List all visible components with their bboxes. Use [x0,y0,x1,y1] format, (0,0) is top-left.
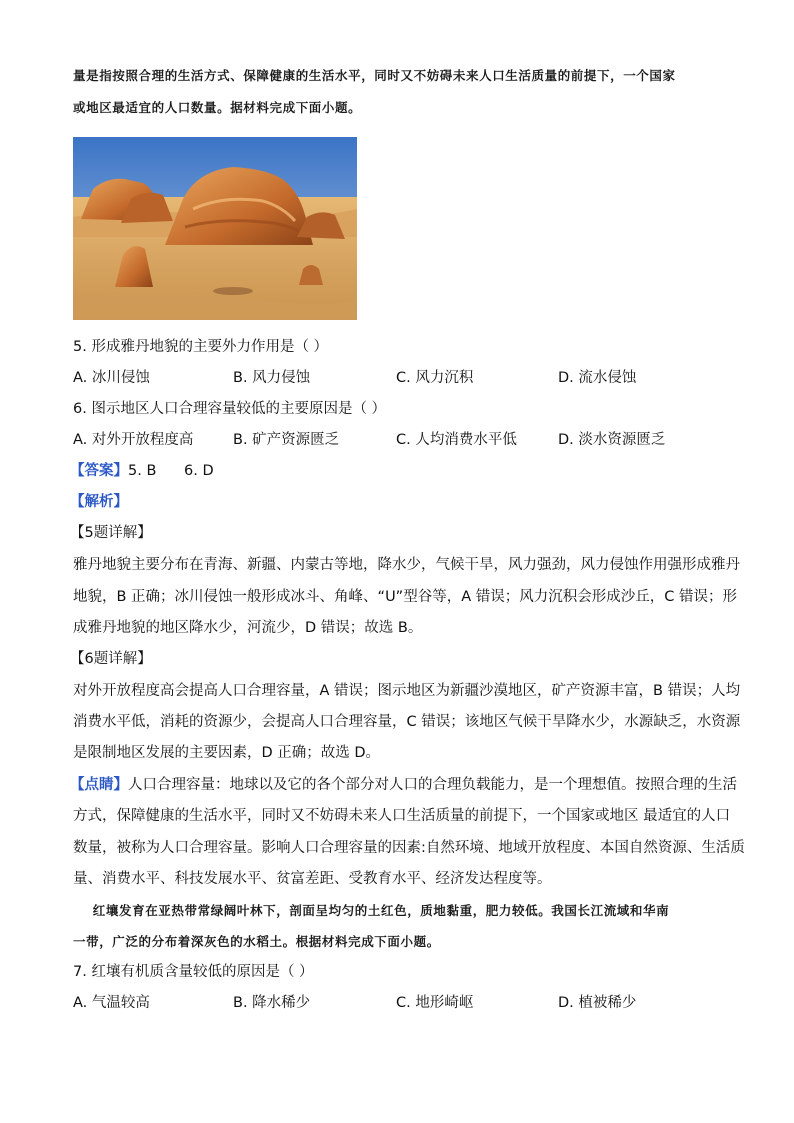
question-5-stem: 5. 形成雅丹地貌的主要外力作用是（ ） [73,339,329,355]
note-first-text: 人口合理容量：地球以及它的各个部分对人口的合理负载能力，是一个理想值。按照合理的生活 [128,777,737,793]
note-tag: 【点睛】 [70,777,128,793]
note-line-1: 方式，保障健康的生活水平，同时又不妨碍未来人口生活质量的前提下，一个国家或地区 最适宜的人口 [73,808,731,824]
q6-option-c[interactable]: C. 人均消费水平低 [396,432,517,448]
answer-text: 5. B 6. D [128,463,214,479]
note-line-3: 量、消费水平、科技发展水平、贫富差距、受教育水平、经济发达程度等。 [73,871,552,887]
question-7-options [73,993,753,1013]
question-5-options [73,368,753,388]
detail-5-line-1: 雅丹地貌主要分布在青海、新疆、内蒙古等地，降水少，气候干旱，风力强劲，风力侵蚀作用强形成雅丹 [73,557,740,573]
material-line-2: 一带，广泛的分布着深灰色的水稻土。根据材料完成下面小题。 [73,934,440,949]
detail-6-line-2: 消费水平低，消耗的资源少，会提高人口合理容量，C 错误；该地区气候干旱降水少，水源缺乏，水资源 [73,714,741,730]
yardang-landform-photo [73,137,357,320]
q6-option-b[interactable]: B. 矿产资源匮乏 [233,432,340,448]
note-line-2: 数量，被称为人口合理容量。影响人口合理容量的因素:自然环境、地域开放程度、本国自然资源、生活质 [73,840,745,856]
detail-5-line-3: 成雅丹地貌的地区降水少，河流少，D 错误；故选 B。 [73,620,423,636]
question-6-stem: 6. 图示地区人口合理容量较低的主要原因是（ ） [73,401,387,417]
intro-line-1: 量是指按照合理的生活方式、保障健康的生活水平，同时又不妨碍未来人口生活质量的前提下，一个国家 [73,68,676,83]
analysis-line [70,492,128,512]
note-first-line [70,775,737,795]
q5-option-d[interactable]: D. 流水侵蚀 [558,370,637,386]
question-6-options [73,430,753,450]
question-7-stem: 7. 红壤有机质含量较低的原因是（ ） [73,964,314,980]
answer-line [70,461,214,481]
detail-6-line-3: 是限制地区发展的主要因素，D 正确；故选 D。 [73,745,381,761]
q6-option-d[interactable]: D. 淡水资源匮乏 [558,432,666,448]
detail-6-line-1: 对外开放程度高会提高人口合理容量，A 错误；图示地区为新疆沙漠地区，矿产资源丰富，B 错误；人均 [73,683,741,699]
yardang-photo-svg [73,137,357,320]
q7-option-c[interactable]: C. 地形崎岖 [396,995,474,1011]
analysis-tag: 【解析】 [70,494,128,510]
q7-option-a[interactable]: A. 气温较高 [73,995,150,1011]
detail-5-heading: 【5题详解】 [70,525,152,541]
q7-option-d[interactable]: D. 植被稀少 [558,995,637,1011]
intro-line-2: 或地区最适宜的人口数量。据材料完成下面小题。 [73,100,362,115]
q5-option-a[interactable]: A. 冰川侵蚀 [73,370,150,386]
detail-6-heading: 【6题详解】 [70,651,152,667]
detail-5-line-2: 地貌，B 正确；冰川侵蚀一般形成冰斗、角峰、“U”型谷等，A 错误；风力沉积会形成沙丘，C 错误；形 [73,589,737,605]
answer-tag: 【答案】 [70,463,128,479]
q6-option-a[interactable]: A. 对外开放程度高 [73,432,194,448]
q5-option-c[interactable]: C. 风力沉积 [396,370,474,386]
q5-option-b[interactable]: B. 风力侵蚀 [233,370,311,386]
material-line-1: 红壤发育在亚热带常绿阔叶林下，剖面呈均匀的土红色，质地黏重，肥力较低。我国长江流域和华南 [73,903,670,918]
q7-option-b[interactable]: B. 降水稀少 [233,995,311,1011]
